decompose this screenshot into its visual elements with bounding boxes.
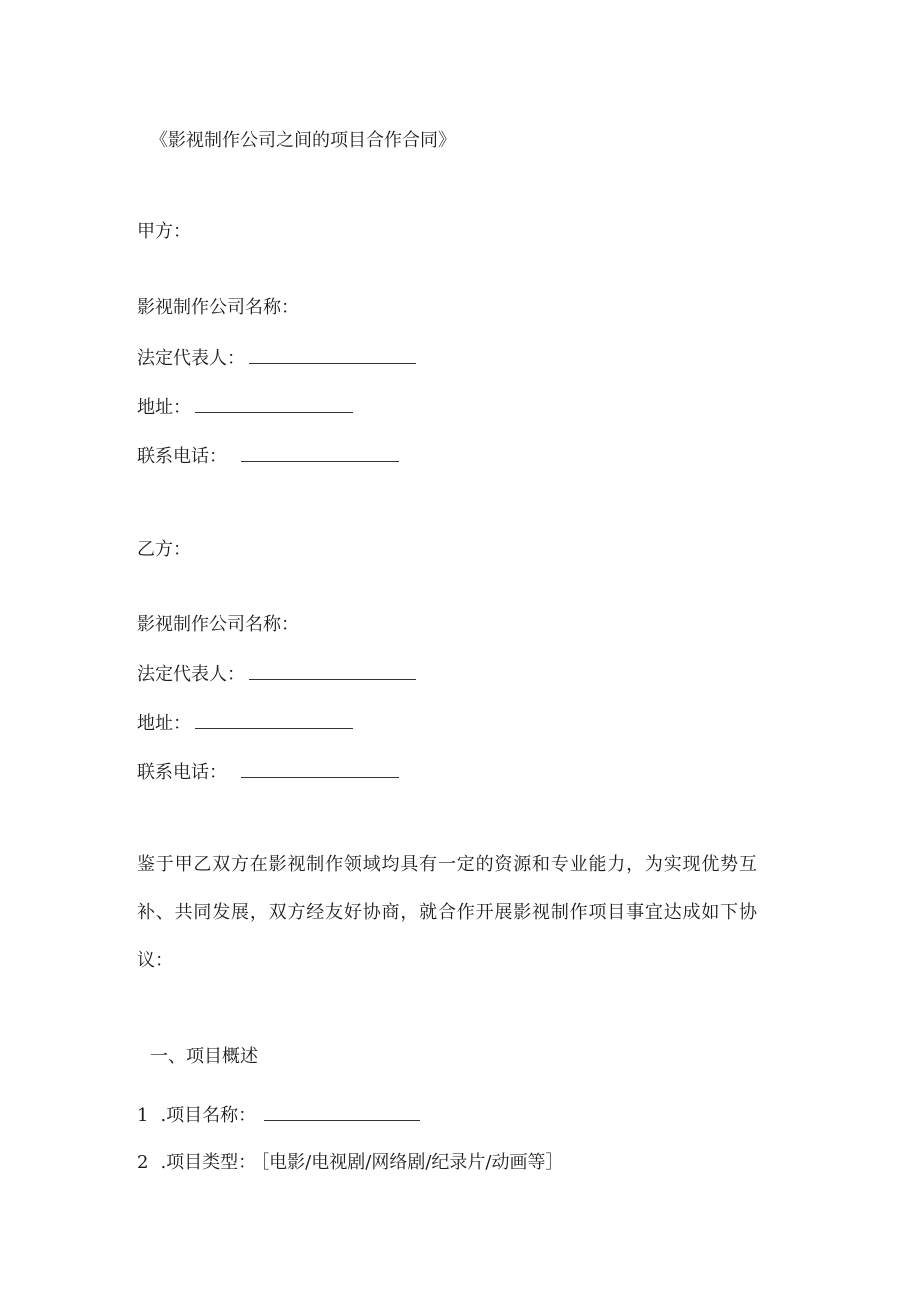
party-b-phone-label: 联系电话： — [137, 762, 227, 783]
document-title: 《影视制作公司之间的项目合作合同》 — [150, 130, 456, 151]
item-2-value: ［电影/电视剧/网络剧/纪录片/动画等］ — [260, 1152, 564, 1173]
party-a-address-blank[interactable] — [195, 394, 353, 413]
party-b-rep-row — [137, 661, 416, 687]
party-b-phone-blank[interactable] — [241, 759, 399, 778]
party-a-phone-row — [137, 443, 399, 469]
party-a-company-label: 影视制作公司名称： — [137, 297, 299, 318]
section-1-item-2 — [137, 1151, 563, 1175]
party-a-phone-label: 联系电话： — [137, 446, 227, 467]
item-2-label: .项目类型： — [160, 1152, 257, 1173]
party-a-address-label: 地址： — [137, 397, 191, 418]
item-1-number: 1 — [137, 1105, 149, 1126]
party-a-phone-blank[interactable] — [241, 443, 399, 462]
party-a-rep-row — [137, 345, 416, 371]
item-2-number: 2 — [137, 1152, 149, 1173]
party-b-heading: 乙方： — [137, 539, 191, 560]
party-b-phone-row — [137, 759, 399, 785]
party-a-rep-blank[interactable] — [249, 345, 416, 364]
section-1-item-1 — [137, 1102, 420, 1128]
party-a-rep-label: 法定代表人： — [137, 348, 245, 369]
party-b-address-label: 地址： — [137, 713, 191, 734]
party-b-company-label: 影视制作公司名称： — [137, 614, 299, 635]
preamble-paragraph: 鉴于甲乙双方在影视制作领域均具有一定的资源和专业能力，为实现优势互补、共同发展，双方经友好协商，就合作开展影视制作项目事宜达成如下协议： — [137, 854, 757, 971]
party-b-rep-blank[interactable] — [249, 661, 416, 680]
item-1-blank[interactable] — [264, 1102, 420, 1121]
party-b-address-blank[interactable] — [195, 710, 353, 729]
party-a-address-row — [137, 394, 353, 420]
party-b-rep-label: 法定代表人： — [137, 664, 245, 685]
item-1-label: .项目名称： — [160, 1105, 257, 1126]
section-1-heading: 一、项目概述 — [150, 1046, 258, 1067]
party-a-heading: 甲方： — [137, 221, 191, 242]
party-b-address-row — [137, 710, 353, 736]
